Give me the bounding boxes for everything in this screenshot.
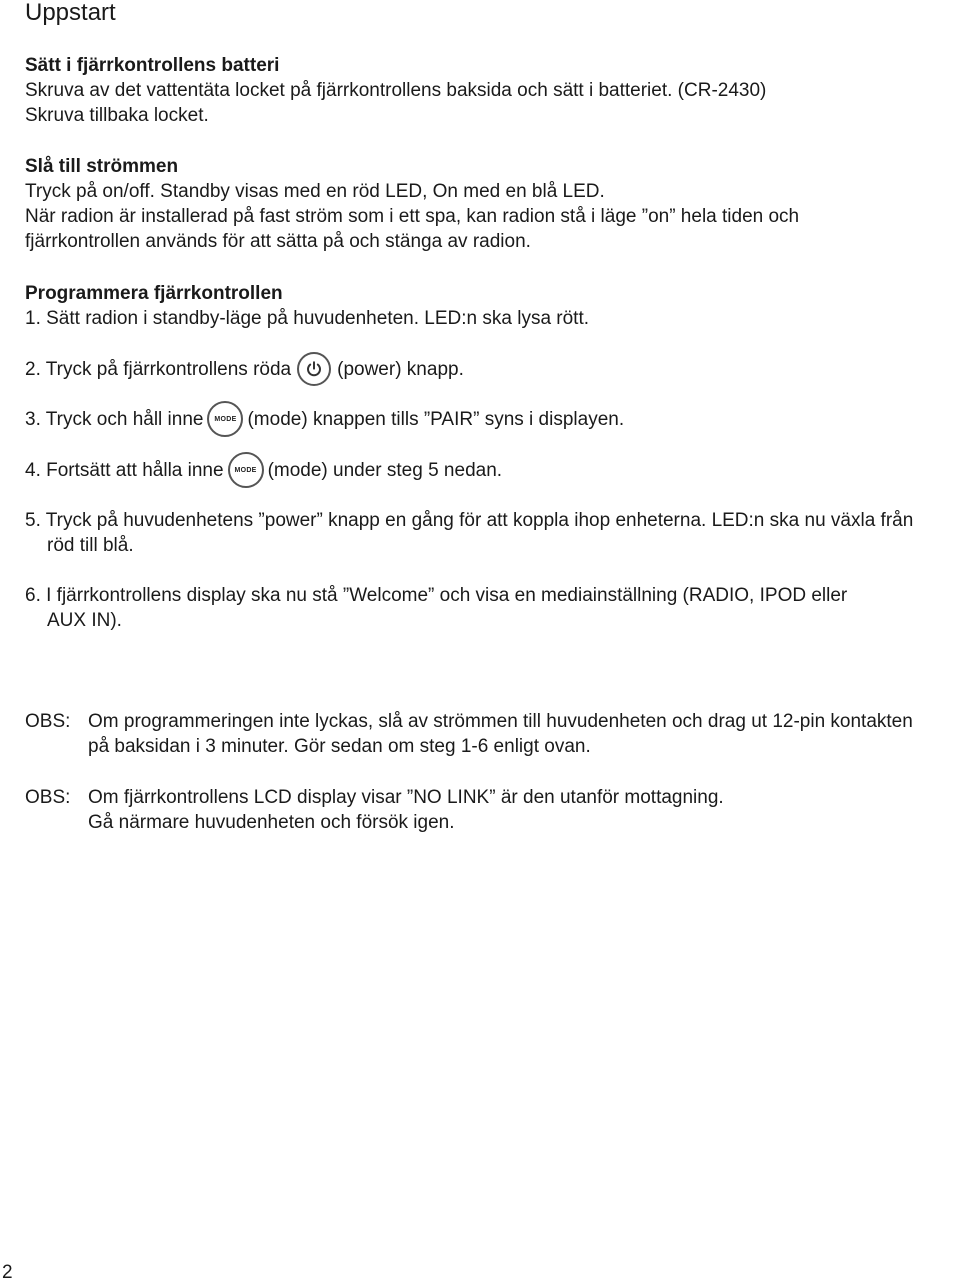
program-step-4 [25, 452, 502, 488]
page-title: Uppstart [25, 0, 116, 26]
program-step-5-line-2: röd till blå. [47, 535, 134, 556]
program-step-3 [25, 401, 624, 437]
battery-line-2: Skruva tillbaka locket. [25, 105, 209, 126]
note-2-line-2: Gå närmare huvudenheten och försök igen. [88, 812, 455, 833]
note-1-line-2: på baksidan i 3 minuter. Gör sedan om steg 1-6 enligt ovan. [88, 736, 591, 757]
program-heading: Programmera fjärrkontrollen [25, 283, 283, 304]
step-3-text-before: 3. Tryck och håll inne [25, 408, 204, 430]
note-2-label: OBS: [25, 787, 71, 808]
step-2-text-before: 2. Tryck på fjärrkontrollens röda [25, 358, 292, 380]
step-4-text-before: 4. Fortsätt att hålla inne [25, 459, 224, 481]
program-step-5-line-1: 5. Tryck på huvudenhetens ”power” knapp en gång för att koppla ihop enheterna. LED:n ska nu växla från [25, 510, 914, 531]
power-line-3: fjärrkontrollen används för att sätta på och stänga av radion. [25, 231, 531, 252]
mode-icon: MODE [207, 401, 243, 437]
power-line-1: Tryck på on/off. Standby visas med en röd LED, On med en blå LED. [25, 181, 605, 202]
step-3-text-after: (mode) knappen tills ”PAIR” syns i displayen. [247, 408, 625, 430]
note-1-line-1: Om programmeringen inte lyckas, slå av strömmen till huvudenheten och drag ut 12-pin kontakten [88, 711, 913, 732]
power-line-2: När radion är installerad på fast ström som i ett spa, kan radion stå i läge ”on” hela tiden och [25, 206, 800, 227]
note-1-label: OBS: [25, 711, 71, 732]
battery-line-1: Skruva av det vattentäta locket på fjärrkontrollens baksida och sätt i batteriet. (CR-2430) [25, 80, 767, 101]
page-number: 2 [2, 1262, 13, 1283]
power-heading: Slå till strömmen [25, 156, 179, 177]
battery-heading: Sätt i fjärrkontrollens batteri [25, 55, 280, 76]
note-2-line-1: Om fjärrkontrollens LCD display visar ”NO LINK” är den utanför mottagning. [88, 787, 724, 808]
program-step-6-line-2: AUX IN). [47, 610, 122, 631]
step-2-text-after: (power) knapp. [337, 358, 464, 380]
program-step-1: 1. Sätt radion i standby-läge på huvudenheten. LED:n ska lysa rött. [25, 308, 590, 329]
program-step-6-line-1: 6. I fjärrkontrollens display ska nu stå ”Welcome” och visa en mediainställning (RADIO, IPOD eller [25, 585, 848, 606]
power-icon [297, 352, 331, 386]
program-step-2 [25, 351, 464, 387]
step-4-text-after: (mode) under steg 5 nedan. [267, 459, 503, 481]
mode-icon: MODE [228, 452, 264, 488]
